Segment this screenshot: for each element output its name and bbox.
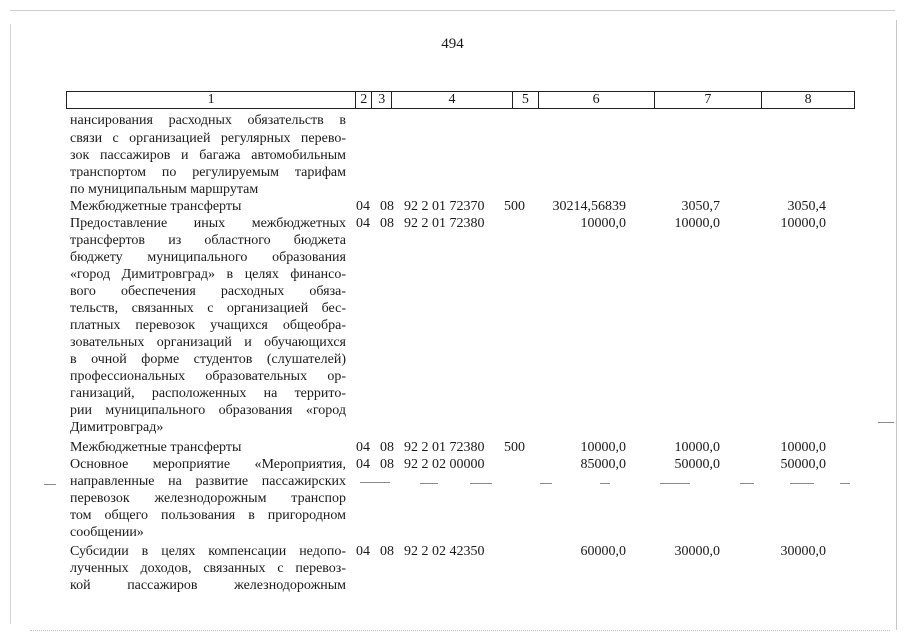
header-col-2: 2: [356, 92, 372, 108]
desc-line: перевозок железнодорожным транспор: [70, 491, 346, 506]
table-header-row: [66, 91, 855, 109]
cell-rz: 04: [356, 544, 370, 559]
cell-amount-8: 10000,0: [780, 440, 826, 455]
desc-line: вого обеспечения расходных обяза-: [70, 284, 346, 299]
header-col-6: 6: [539, 92, 655, 108]
header-col-5: 5: [513, 92, 539, 108]
scan-artifact-dash: [878, 422, 894, 423]
desc-line: том общего пользования в пригородном: [70, 508, 346, 523]
desc-line: «город Димитровград» в целях финансо-: [70, 267, 346, 282]
desc-line: трансфертов из областного бюджета: [70, 233, 346, 248]
cell-amount-6: 85000,0: [580, 457, 626, 472]
page-edge-bottom: [30, 630, 890, 631]
page-edge-right: [896, 20, 897, 630]
page-number: 494: [441, 36, 464, 52]
cell-rz: 04: [356, 216, 370, 231]
desc-line: платных перевозок учащихся общеобра-: [70, 318, 346, 333]
desc-line: сообщении»: [70, 525, 144, 540]
cell-amount-6: 10000,0: [580, 440, 626, 455]
scan-artifact-dash: [420, 483, 438, 484]
desc-line: нансирования расходных обязательств в: [70, 113, 346, 128]
scan-artifact-dash: [660, 483, 690, 484]
cell-csr: 92 2 01 72380: [404, 440, 485, 455]
cell-amount-7: 10000,0: [674, 216, 720, 231]
cell-csr: 92 2 01 72380: [404, 216, 485, 231]
cell-amount-6: 30214,56839: [552, 199, 626, 214]
cell-csr: 92 2 02 42350: [404, 544, 485, 559]
cell-pr: 08: [380, 457, 394, 472]
cell-csr: 92 2 02 00000: [404, 457, 485, 472]
desc-line: профессиональных образовательных ор-: [70, 369, 346, 384]
cell-amount-7: 3050,7: [681, 199, 720, 214]
cell-pr: 08: [380, 440, 394, 455]
cell-amount-7: 30000,0: [674, 544, 720, 559]
desc-line: зок пассажиров и багажа автомобильным: [70, 148, 346, 163]
desc-line: кой пассажиров железнодорожным: [70, 578, 346, 593]
desc-line: лученных доходов, связанных с перевоз-: [70, 561, 346, 576]
cell-pr: 08: [380, 544, 394, 559]
cell-csr: 92 2 01 72370: [404, 199, 485, 214]
desc-line: Субсидии в целях компенсации недопо-: [70, 544, 346, 559]
page-edge-top: [10, 10, 895, 11]
scan-artifact-dash: [360, 482, 390, 483]
desc-line: Межбюджетные трансферты: [70, 440, 242, 455]
cell-amount-7: 10000,0: [674, 440, 720, 455]
scan-artifact-dash: [840, 483, 850, 484]
desc-line: рии муниципального образования «город: [70, 403, 346, 418]
scan-artifact-dash: [470, 483, 492, 484]
desc-line: по муниципальным маршрутам: [70, 182, 259, 197]
cell-pr: 08: [380, 199, 394, 214]
desc-line: бюджету муниципального образования: [70, 250, 346, 265]
cell-amount-8: 10000,0: [780, 216, 826, 231]
cell-rz: 04: [356, 457, 370, 472]
page-edge-left: [10, 24, 11, 624]
desc-line: Межбюджетные трансферты: [70, 199, 242, 214]
scan-artifact-dash: [600, 483, 610, 484]
cell-vr: 500: [504, 199, 525, 214]
desc-line: Димитровград»: [70, 420, 164, 435]
scan-artifact-dash: [790, 483, 814, 484]
cell-amount-8: 3050,4: [787, 199, 826, 214]
cell-amount-8: 50000,0: [780, 457, 826, 472]
desc-line: ганизаций, расположенных на террито-: [70, 386, 346, 401]
header-col-3: 3: [372, 92, 392, 108]
desc-line: Основное мероприятие «Мероприятия,: [70, 457, 346, 472]
header-col-8: 8: [804, 92, 812, 107]
cell-vr: 500: [504, 440, 525, 455]
header-col-1: 1: [67, 92, 356, 108]
desc-line: зовательных организаций и обучающихся: [70, 335, 346, 350]
header-col-4: 4: [392, 92, 513, 108]
desc-line: направленные на развитие пассажирских: [70, 474, 346, 489]
desc-line: Предоставление иных межбюджетных: [70, 216, 346, 231]
desc-line: транспортом по регулируемым тарифам: [70, 165, 346, 180]
cell-amount-7: 50000,0: [674, 457, 720, 472]
cell-rz: 04: [356, 440, 370, 455]
cell-amount-6: 10000,0: [580, 216, 626, 231]
cell-rz: 04: [356, 199, 370, 214]
scan-artifact-dash: [44, 484, 56, 485]
desc-line: связи с организацией регулярных перево-: [70, 131, 346, 146]
cell-pr: 08: [380, 216, 394, 231]
desc-line: тельств, связанных с организацией бес-: [70, 301, 346, 316]
header-col-7: 7: [655, 92, 763, 108]
cell-amount-8: 30000,0: [780, 544, 826, 559]
scan-artifact-dash: [540, 483, 552, 484]
scan-artifact-dash: [740, 483, 754, 484]
cell-amount-6: 60000,0: [580, 544, 626, 559]
desc-line: в очной форме студентов (слушателей): [70, 352, 346, 367]
